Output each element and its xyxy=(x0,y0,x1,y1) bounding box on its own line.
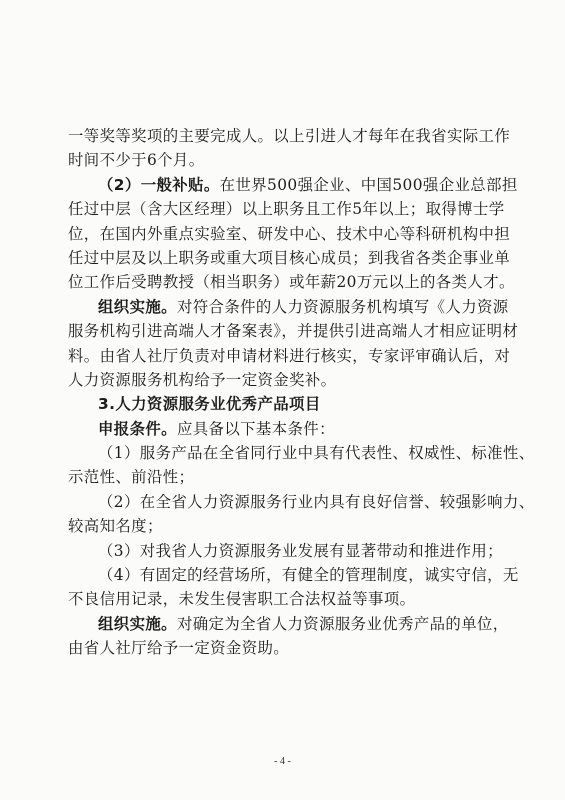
text-span: 对确定为全省人力资源服务业优秀产品的单位， xyxy=(176,614,509,633)
text-line: 位，在国内外重点实验室、研发中心、技术中心等科研机构中担 xyxy=(68,224,511,243)
text-line: 服务机构引进高端人才备案表》，并提供引进高端人才相应证明材 xyxy=(68,322,519,341)
bold-label: 组织实施。 xyxy=(98,614,177,633)
text-line: 较高知名度； xyxy=(68,517,163,536)
text-line: 任过中层（含大区经理）以上职务且工作5年以上；取得博士学 xyxy=(68,200,505,219)
text-span: 应具备以下基本条件： xyxy=(176,419,335,438)
list-item: （2）在全省人力资源服务行业内具有良好信誉、较强影响力、 xyxy=(98,492,535,511)
list-item: （4）有固定的经营场所，有健全的管理制度，诚实守信，无 xyxy=(98,566,519,585)
text-span: 对符合条件的人力资源服务机构填写《人力资源 xyxy=(176,297,509,316)
text-line: 时间不少于6个月。 xyxy=(68,151,205,170)
bold-label: 组织实施。 xyxy=(98,297,177,316)
section-heading: 3.人力资源服务业优秀产品项目 xyxy=(98,395,321,414)
list-item: （1）服务产品在全省同行业中具有代表性、权威性、标准性、 xyxy=(98,444,535,463)
text-line: 位工作后受聘教授（相当职务）或年薪20万元以上的各类人才。 xyxy=(68,273,515,292)
bold-label: （2）一般补贴。 xyxy=(98,175,220,194)
page-number: - 4 - xyxy=(274,756,291,767)
text-line: 料。由省人社厅负责对申请材料进行核实，专家评审确认后，对 xyxy=(68,346,511,365)
text-line: 示范性、前沿性； xyxy=(68,468,195,487)
text-span: 在世界500强企业、中国500强企业总部担 xyxy=(219,175,518,194)
text-line: 一等奖等奖项的主要完成人。以上引进人才每年在我省实际工作 xyxy=(68,127,511,145)
list-item: （3）对我省人力资源服务业发展有显著带动和推进作用； xyxy=(98,541,503,560)
paragraph-application-conditions xyxy=(68,417,504,441)
text-line: 人力资源服务机构给予一定资金奖补。 xyxy=(68,370,337,389)
text-line: 不良信用记录，未发生侵害职工合法权益等事项。 xyxy=(68,590,416,609)
paragraph-organization-2 xyxy=(68,612,509,636)
text-line: 由省人社厅给予一定资金资助。 xyxy=(68,639,290,658)
text-line: 任过中层及以上职务或重大项目核心成员；到我省各类企事业单 xyxy=(68,248,511,267)
paragraph-organization-1 xyxy=(68,295,509,319)
document-body xyxy=(68,124,535,661)
bold-label: 申报条件。 xyxy=(98,419,177,438)
paragraph-general-subsidy xyxy=(68,173,518,197)
